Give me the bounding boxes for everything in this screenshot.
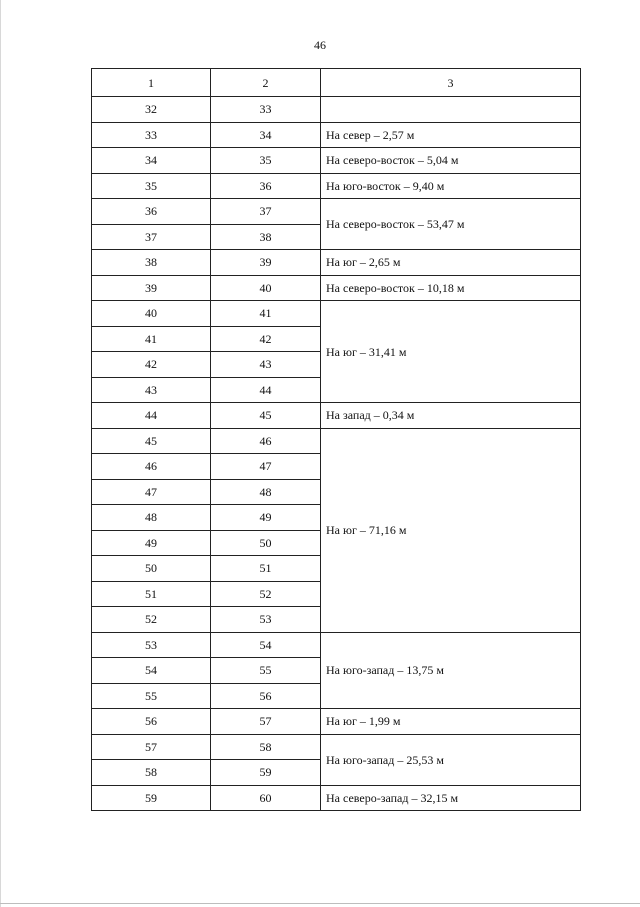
cell-point-from: 41 xyxy=(92,326,211,352)
cell-point-to: 47 xyxy=(211,454,321,480)
scan-bottom-line xyxy=(0,903,640,904)
cell-point-from: 56 xyxy=(92,709,211,735)
cell-point-from: 38 xyxy=(92,250,211,276)
cell-point-to: 53 xyxy=(211,607,321,633)
cell-point-from: 49 xyxy=(92,530,211,556)
cell-point-from: 55 xyxy=(92,683,211,709)
cell-point-to: 48 xyxy=(211,479,321,505)
cell-point-from: 59 xyxy=(92,785,211,811)
cell-point-to: 37 xyxy=(211,199,321,225)
table-row xyxy=(92,199,581,225)
cell-point-to: 40 xyxy=(211,275,321,301)
table-row xyxy=(92,428,581,454)
cell-point-to: 44 xyxy=(211,377,321,403)
cell-point-to: 36 xyxy=(211,173,321,199)
cell-point-from: 36 xyxy=(92,199,211,225)
cell-point-from: 40 xyxy=(92,301,211,327)
table-row xyxy=(92,97,581,123)
cell-point-from: 53 xyxy=(92,632,211,658)
cell-point-from: 32 xyxy=(92,97,211,123)
cell-point-from: 52 xyxy=(92,607,211,633)
cell-point-from: 33 xyxy=(92,122,211,148)
cell-point-to: 50 xyxy=(211,530,321,556)
cell-point-to: 39 xyxy=(211,250,321,276)
cell-point-from: 54 xyxy=(92,658,211,684)
header-cell-to: 2 xyxy=(211,69,321,97)
cell-point-to: 46 xyxy=(211,428,321,454)
table-row xyxy=(92,250,581,276)
cell-point-from: 51 xyxy=(92,581,211,607)
cell-point-to: 42 xyxy=(211,326,321,352)
cell-point-to: 41 xyxy=(211,301,321,327)
cell-point-from: 44 xyxy=(92,403,211,429)
cell-point-to: 33 xyxy=(211,97,321,123)
cell-point-from: 58 xyxy=(92,760,211,786)
cell-direction-distance: На юг – 31,41 м xyxy=(321,301,581,403)
cell-direction-distance: На северо-восток – 53,47 м xyxy=(321,199,581,250)
cell-point-to: 51 xyxy=(211,556,321,582)
cell-direction-distance: На юг – 1,99 м xyxy=(321,709,581,735)
table-row xyxy=(92,173,581,199)
cell-direction-distance: На юго-запад – 13,75 м xyxy=(321,632,581,709)
cell-point-from: 45 xyxy=(92,428,211,454)
cell-point-from: 46 xyxy=(92,454,211,480)
cell-point-from: 43 xyxy=(92,377,211,403)
cell-point-from: 50 xyxy=(92,556,211,582)
boundary-points-table xyxy=(91,68,581,811)
cell-direction-distance: На юго-восток – 9,40 м xyxy=(321,173,581,199)
header-cell-from: 1 xyxy=(92,69,211,97)
cell-point-to: 54 xyxy=(211,632,321,658)
cell-point-to: 59 xyxy=(211,760,321,786)
table-row xyxy=(92,785,581,811)
cell-point-from: 35 xyxy=(92,173,211,199)
cell-direction-distance: На запад – 0,34 м xyxy=(321,403,581,429)
table-row xyxy=(92,403,581,429)
cell-point-from: 34 xyxy=(92,148,211,174)
table-row xyxy=(92,734,581,760)
cell-point-from: 42 xyxy=(92,352,211,378)
table-row xyxy=(92,275,581,301)
table-row xyxy=(92,122,581,148)
cell-point-to: 56 xyxy=(211,683,321,709)
table-header xyxy=(92,69,581,97)
cell-point-to: 57 xyxy=(211,709,321,735)
cell-point-to: 58 xyxy=(211,734,321,760)
scan-edge-line xyxy=(0,0,1,907)
table-row xyxy=(92,301,581,327)
cell-point-to: 35 xyxy=(211,148,321,174)
cell-direction-distance: На юго-запад – 25,53 м xyxy=(321,734,581,785)
cell-direction-distance: На юг – 71,16 м xyxy=(321,428,581,632)
cell-point-to: 49 xyxy=(211,505,321,531)
cell-direction-distance: На северо-восток – 10,18 м xyxy=(321,275,581,301)
table-row xyxy=(92,632,581,658)
cell-point-from: 47 xyxy=(92,479,211,505)
cell-point-to: 43 xyxy=(211,352,321,378)
cell-point-to: 34 xyxy=(211,122,321,148)
cell-point-from: 37 xyxy=(92,224,211,250)
table-header-row xyxy=(92,69,581,97)
table-body xyxy=(92,97,581,811)
cell-direction-distance: На север – 2,57 м xyxy=(321,122,581,148)
cell-direction-distance: На юг – 2,65 м xyxy=(321,250,581,276)
cell-point-to: 60 xyxy=(211,785,321,811)
cell-point-from: 39 xyxy=(92,275,211,301)
cell-point-from: 57 xyxy=(92,734,211,760)
cell-point-to: 45 xyxy=(211,403,321,429)
cell-point-to: 55 xyxy=(211,658,321,684)
cell-direction-distance: На северо-восток – 5,04 м xyxy=(321,148,581,174)
table-row xyxy=(92,709,581,735)
cell-point-to: 52 xyxy=(211,581,321,607)
page-number: 46 xyxy=(314,38,326,52)
table-row xyxy=(92,148,581,174)
cell-direction-distance xyxy=(321,97,581,123)
header-cell-direction: 3 xyxy=(321,69,581,97)
cell-direction-distance: На северо-запад – 32,15 м xyxy=(321,785,581,811)
cell-point-from: 48 xyxy=(92,505,211,531)
cell-point-to: 38 xyxy=(211,224,321,250)
